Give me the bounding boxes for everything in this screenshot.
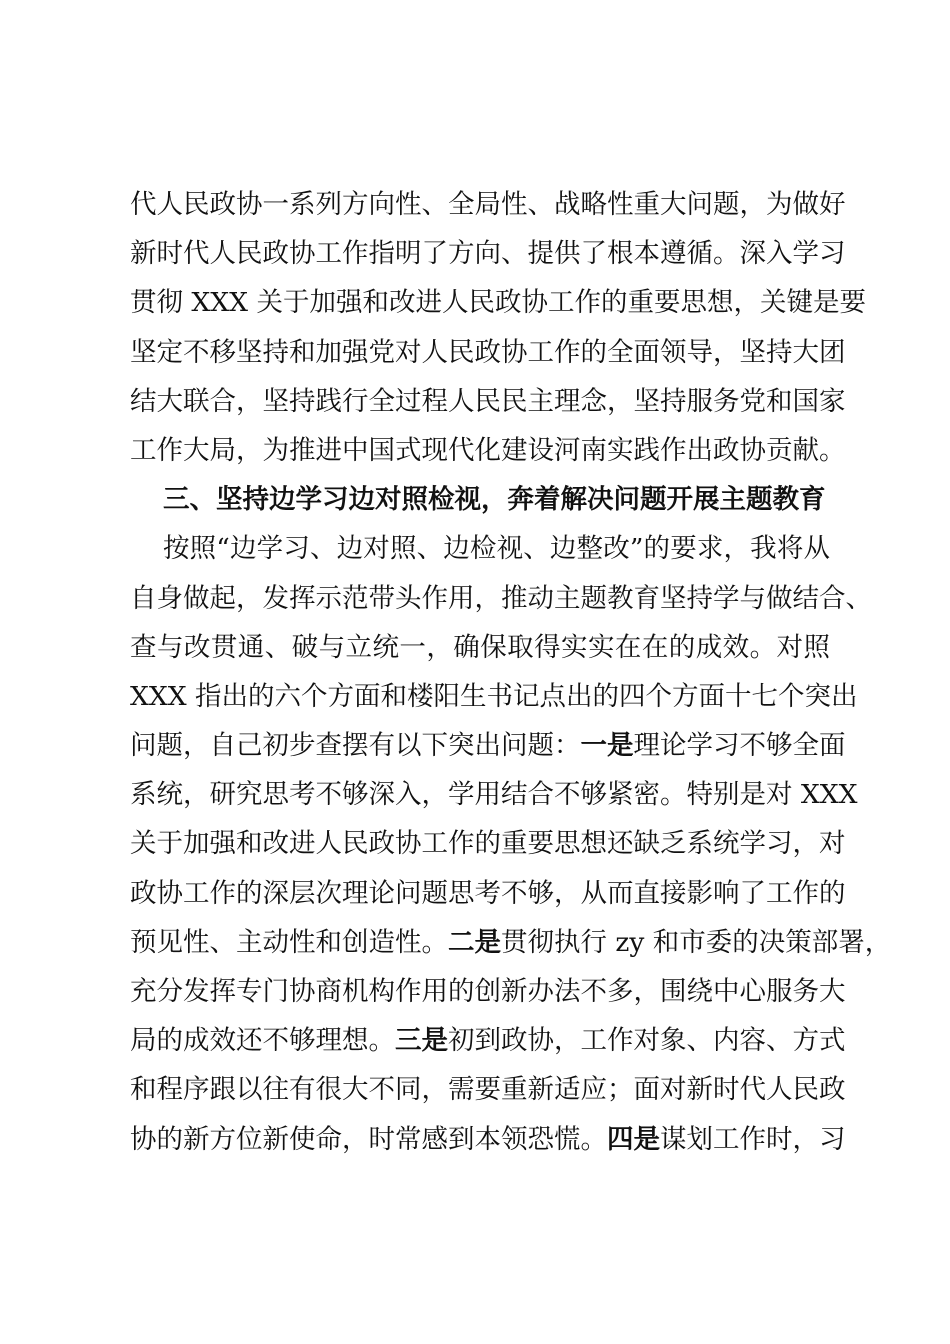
text-line: 关于加强和改进人民政协工作的重要思想还缺乏系统学习，对 [130,828,846,860]
text-line [130,918,892,967]
keyword-first: 一是 [580,730,634,762]
text-line: 新时代人民政协工作指明了方向、提供了根本遵循。深入学习 [130,238,846,270]
text-segment: 贯彻执行 zy 和市委的决策部署， [501,926,892,958]
text-segment: 理论学习不够全面 [633,730,846,762]
keyword-third: 三是 [395,1025,448,1057]
text-segment: 协的新方位新使命，时常感到本领恐慌。 [130,1123,607,1155]
text-line [130,721,846,770]
text-line: 政协工作的深层次理论问题思考不够，从而直接影响了工作的 [130,877,846,909]
document-body [130,180,892,1164]
text-line: 代人民政协一系列方向性、全局性、战略性重大问题，为做好 [130,189,846,220]
text-line [130,1016,846,1065]
text-line: 系统，研究思考不够深入，学用结合不够紧密。特别是对 XXX [130,779,858,811]
keyword-fourth: 四是 [607,1123,660,1155]
text-line: 按照“边学习、边对照、边检视、边整改”的要求，我将从 [163,533,830,565]
text-line: 结大联合，坚持践行全过程人民民主理念，坚持服务党和国家 [130,385,846,417]
text-line: 自身做起，发挥示范带头作用，推动主题教育坚持学与做结合、 [130,582,872,614]
text-line: 坚定不移坚持和加强党对人民政协工作的全面领导，坚持大团 [130,336,846,368]
text-line: 充分发挥专门协商机构作用的创新办法不多，围绕中心服务大 [130,976,846,1007]
section-heading: 三、坚持边学习边对照检视，奔着解决问题开展主题教育 [163,484,826,516]
text-segment: 谋划工作时，习 [660,1123,846,1155]
text-line: 工作大局，为推进中国式现代化建设河南实践作出政协贡献。 [130,434,846,466]
text-line: 贯彻 XXX 关于加强和改进人民政协工作的重要思想，关键是要 [130,287,866,319]
text-line: XXX 指出的六个方面和楼阳生书记点出的四个方面十七个突出 [130,680,858,712]
text-segment: 初到政协，工作对象、内容、方式 [448,1025,846,1057]
text-line: 查与改贯通、破与立统一，确保取得实实在在的成效。对照 [130,631,830,663]
text-line [130,1115,846,1164]
text-line: 和程序跟以往有很大不同，需要重新适应；面对新时代人民政 [130,1074,846,1106]
text-segment: 问题，自己初步查摆有以下突出问题： [130,730,581,762]
text-segment: 局的成效还不够理想。 [130,1025,395,1057]
text-segment: 预见性、主动性和创造性。 [130,926,448,958]
keyword-second: 二是 [448,926,501,958]
